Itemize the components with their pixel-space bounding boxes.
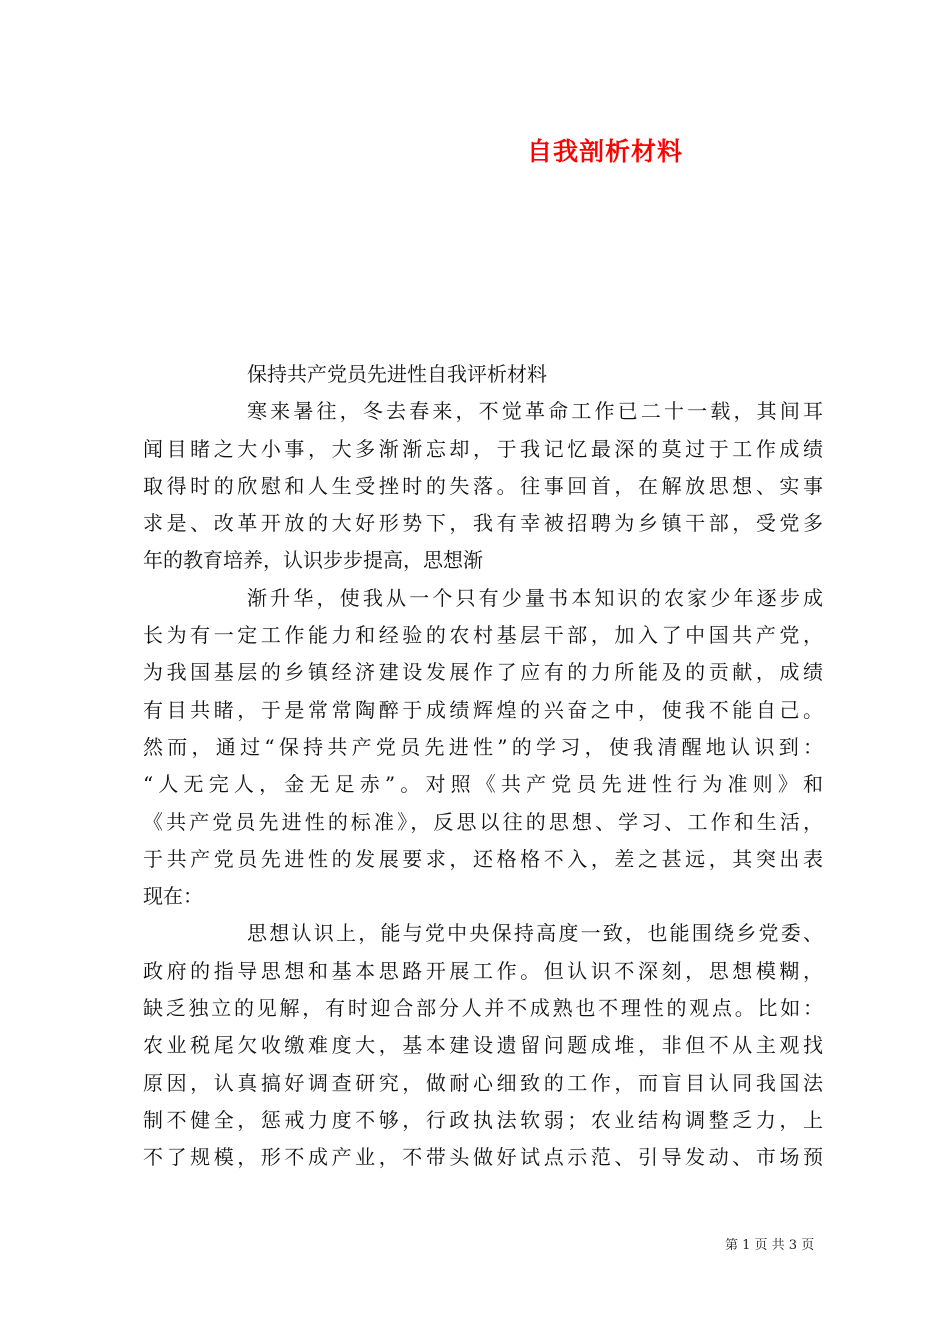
text-line: 为我国基层的乡镇经济建设发展作了应有的力所能及的贡献，成绩 (143, 660, 823, 685)
text-line: 求是、改革开放的大好形势下，我有幸被招聘为乡镇干部，受党多 (143, 511, 823, 536)
text-line: 然而，通过“保持共产党员先进性”的学习，使我清醒地认识到： (143, 734, 823, 759)
text-line: 制不健全，惩戒力度不够，行政执法软弱；农业结构调整乏力，上 (143, 1107, 823, 1132)
text-line: 年的教育培养，认识步步提高，思想渐 (143, 548, 483, 573)
text-line: 农业税尾欠收缴难度大，基本建设遗留问题成堆，非但不从主观找 (143, 1033, 823, 1058)
text-line: 有目共睹，于是常常陶醉于成绩辉煌的兴奋之中，使我不能自己。 (143, 697, 823, 722)
text-line: 缺乏独立的见解，有时迎合部分人并不成熟也不理性的观点。比如： (143, 996, 823, 1021)
document-body (143, 356, 823, 1177)
text-line: 长为有一定工作能力和经验的农村基层干部，加入了中国共产党， (143, 623, 823, 648)
text-line: 政府的指导思想和基本思路开展工作。但认识不深刻，思想模糊， (143, 958, 823, 983)
text-line: 闻目睹之大小事，大多渐渐忘却，于我记忆最深的莫过于工作成绩 (143, 436, 823, 461)
text-line: 不了规模，形不成产业，不带头做好试点示范、引导发动、市场预 (143, 1145, 823, 1170)
page-footer: 第 1 页 共 3 页 (725, 1238, 815, 1253)
text-line: 现在： (143, 884, 203, 909)
text-line: 保持共产党员先进性自我评析材料 (247, 362, 547, 386)
text-line: 思想认识上，能与党中央保持高度一致，也能围绕乡党委、 (247, 921, 823, 946)
text-line: 渐升华，使我从一个只有少量书本知识的农家少年逐步成 (247, 585, 823, 610)
text-line: 寒来暑往，冬去春来，不觉革命工作已二十一载，其间耳 (247, 399, 823, 424)
text-line: 于共产党员先进性的发展要求，还格格不入，差之甚远，其突出表 (143, 846, 823, 871)
document-title: 自我剖析材料 (527, 137, 684, 166)
text-line: 《共产党员先进性的标准》，反思以往的思想、学习、工作和生活， (143, 809, 823, 834)
text-line: 取得时的欣慰和人生受挫时的失落。往事回首，在解放思想、实事 (143, 473, 823, 498)
text-line: “人无完人，金无足赤”。对照《共产党员先进性行为准则》和 (143, 772, 823, 797)
text-line: 原因，认真搞好调查研究，做耐心细致的工作，而盲目认同我国法 (143, 1070, 823, 1095)
